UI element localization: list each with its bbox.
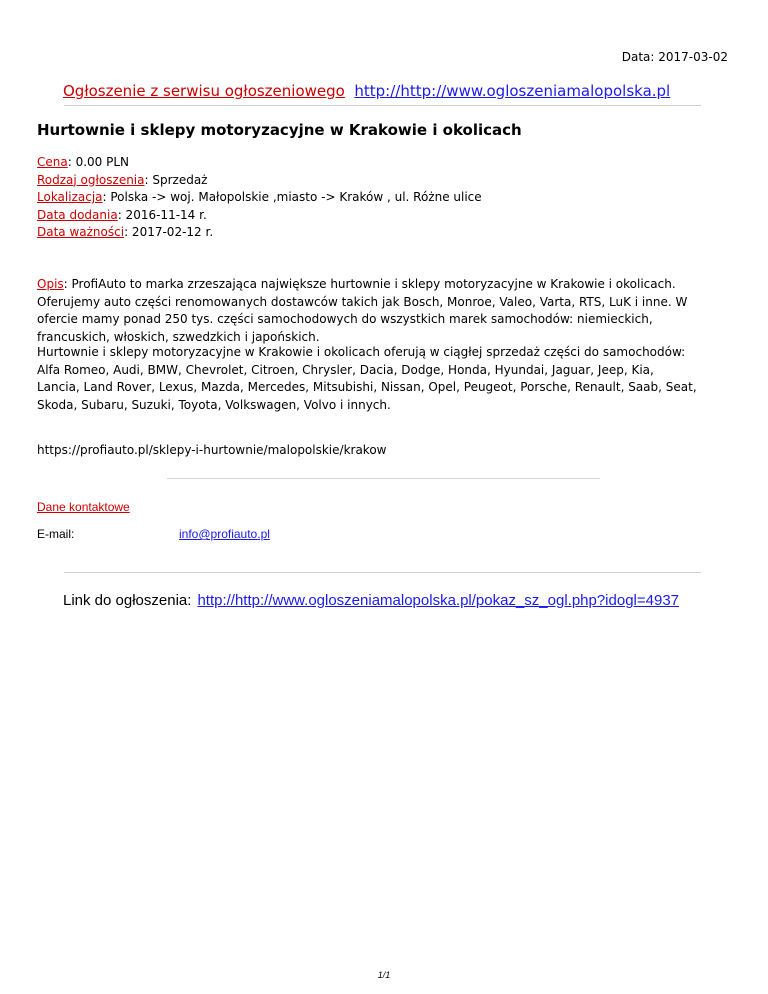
source-link[interactable]: http://http://www.ogloszeniamalopolska.pl — [354, 82, 671, 100]
expiry-row — [37, 224, 482, 242]
description-paragraph-1 — [37, 276, 697, 346]
type-label: Rodzaj ogłoszenia — [37, 172, 145, 187]
source-header — [63, 82, 670, 100]
added-label: Data dodania — [37, 207, 118, 222]
added-value: : 2016-11-14 r. — [117, 207, 207, 222]
ad-link[interactable]: http://http://www.ogloszeniamalopolska.pl/pokaz_sz_ogl.php?idogl=4937 — [197, 592, 680, 609]
description-paragraph-2: Hurtownie i sklepy motoryzacyjne w Krakowie i okolicach oferują w ciągłej sprzedaż części do samochodów: Alfa Romeo, Audi, BMW, Chevrolet, Citroen, Chrysler, Dacia, Dodge, Honda, Hyundai, Jaguar, Jeep, Kia, Lancia, Land Rover, Lexus, Mazda, Mercedes, Mitsubishi, Nissan, Opel, Peugeot, Porsche, Renault, Saab, Seat, Skoda, Subaru, Suzuki, Toyota, Volkswagen, Volvo i innych. — [37, 345, 697, 412]
location-label: Lokalizacja — [37, 190, 103, 204]
price-row — [37, 154, 482, 172]
email-link[interactable]: info@profiauto.pl — [179, 527, 270, 541]
type-value: : Sprzedaż — [144, 172, 208, 187]
divider-top — [64, 105, 701, 106]
description-text-1: : ProfiAuto to marka zrzeszająca największe hurtownie i sklepy motoryzacyjne w Krakowie i okolicach. Oferujemy auto części renomowanych dostawców takich jak Bosch, Monroe, Valeo, Varta, RTS, LuK i inne. W ofercie mamy ponad 250 tys. części samochodowych do wszystkich marek samochodów: niemieckich, francuskich, włoskich, szwedzkich i japońskich. — [37, 277, 688, 344]
expiry-value: : 2017-02-12 r. — [124, 225, 214, 239]
added-row — [37, 207, 482, 225]
ad-link-row — [63, 592, 679, 609]
location-row — [37, 189, 482, 207]
price-value: : 0.00 PLN — [67, 155, 130, 169]
divider-middle — [167, 478, 600, 479]
ad-title: Hurtownie i sklepy motoryzacyjne w Krakowie i okolicach — [37, 121, 522, 139]
ad-link-label: Link do ogłoszenia: — [63, 592, 192, 609]
description-label: Opis — [37, 277, 64, 291]
contact-title: Dane kontaktowe — [37, 500, 130, 514]
description-url: https://profiauto.pl/sklepy-i-hurtownie/malopolskie/krakow — [37, 443, 387, 457]
location-value: : Polska -> woj. Małopolskie ,miasto -> Kraków , ul. Różne ulice — [102, 190, 482, 204]
print-date: Data: 2017-03-02 — [621, 50, 728, 64]
price-label: Cena — [37, 155, 68, 169]
page-number: 1/1 — [377, 970, 391, 980]
type-row — [37, 172, 482, 190]
divider-bottom — [64, 572, 701, 573]
ad-details — [37, 154, 482, 242]
expiry-label: Data ważności — [37, 225, 125, 239]
source-label: Ogłoszenie z serwisu ogłoszeniowego — [63, 82, 345, 100]
email-label: E-mail: — [37, 527, 75, 541]
